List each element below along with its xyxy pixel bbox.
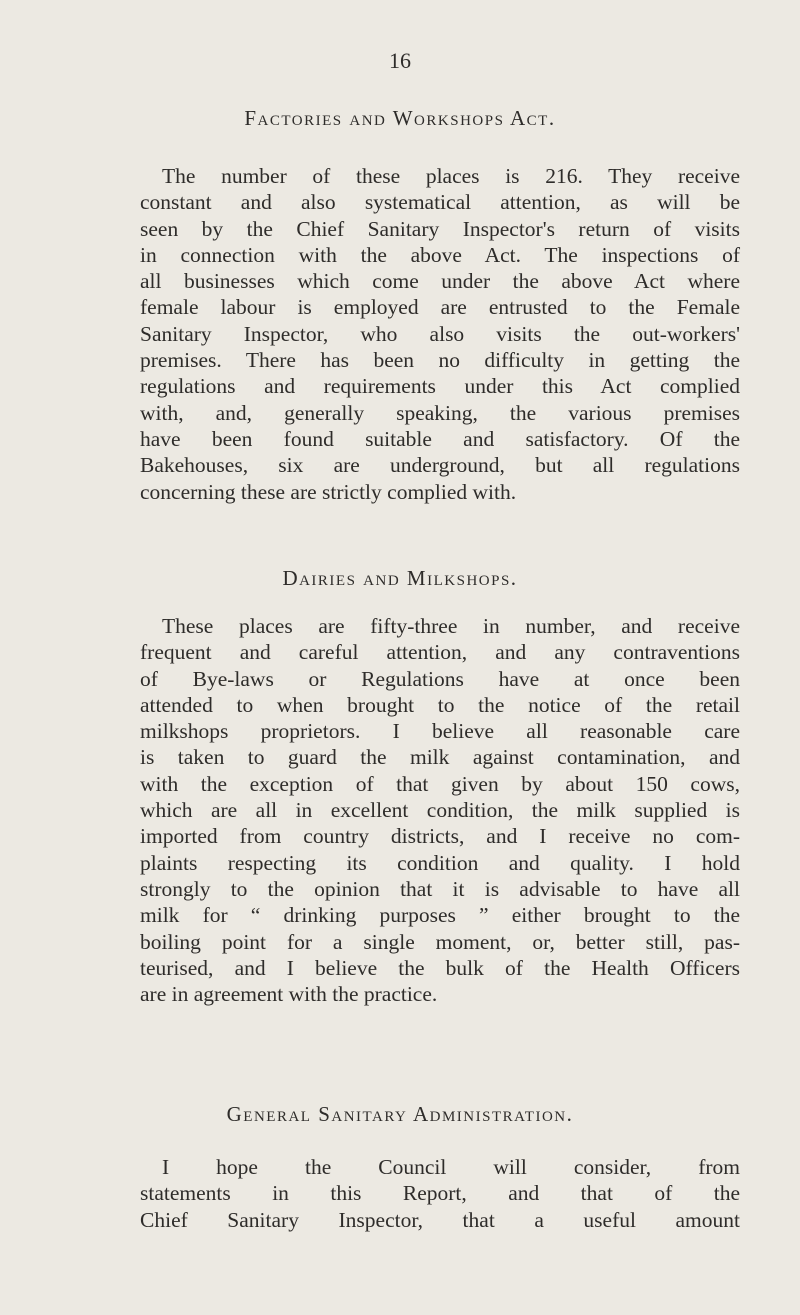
section-heading-factories: Factories and Workshops Act.: [244, 106, 556, 130]
text-line: milkshops proprietors. I believe all reasonable care: [140, 719, 740, 744]
text-line: concerning these are strictly complied with.: [140, 479, 517, 504]
text-line: attended to when brought to the notice of the retail: [140, 692, 740, 717]
text-line: female labour is employed are entrusted to the Female: [140, 295, 740, 320]
page-number: 16: [389, 48, 411, 73]
text-line: which are all in excellent condition, the milk supplied is: [140, 798, 740, 823]
text-line: frequent and careful attention, and any contraventions: [140, 640, 740, 665]
section-heading-dairies: Dairies and Milkshops.: [282, 566, 518, 590]
text-line: imported from country districts, and I receive no com-: [140, 824, 740, 849]
text-line: are in agreement with the practice.: [140, 982, 438, 1007]
text-line: I hope the Council will consider, from: [162, 1155, 740, 1179]
text-line: with, and, generally speaking, the various premises: [140, 400, 740, 425]
text-line: premises. There has been no difficulty in getting the: [140, 348, 740, 373]
text-line: all businesses which come under the above Act where: [140, 269, 740, 294]
text-line: with the exception of that given by about 150 cows,: [140, 771, 740, 796]
paragraph-factories: [140, 163, 740, 505]
section-heading-general: General Sanitary Administration.: [226, 1102, 574, 1126]
text-line: teurised, and I believe the bulk of the Health Officers: [140, 955, 740, 980]
text-line: statements in this Report, and that of the: [140, 1181, 740, 1206]
text-line: constant and also systematical attention, as will be: [140, 190, 740, 215]
text-line: plaints respecting its condition and quality. I hold: [140, 850, 740, 875]
text-line: is taken to guard the milk against contamination, and: [140, 745, 740, 770]
text-line: have been found suitable and satisfactory. Of the: [140, 426, 740, 451]
text-line: in connection with the above Act. The inspections of: [140, 242, 740, 267]
text-line: Chief Sanitary Inspector, that a useful amount: [140, 1207, 740, 1232]
text-line: boiling point for a single moment, or, better still, pas-: [140, 929, 740, 954]
text-line: of Bye-laws or Regulations have at once been: [140, 666, 740, 691]
text-line: regulations and requirements under this Act complied: [140, 374, 740, 399]
text-line: These places are fifty-three in number, and receive: [162, 614, 740, 638]
paragraph-general: [140, 1154, 740, 1233]
text-line: Bakehouses, six are underground, but all regulations: [140, 453, 740, 478]
paragraph-dairies: [140, 613, 740, 1007]
text-line: seen by the Chief Sanitary Inspector's return of visits: [140, 216, 740, 241]
text-line: milk for “ drinking purposes ” either brought to the: [140, 903, 740, 928]
text-line: Sanitary Inspector, who also visits the out-workers': [140, 321, 740, 346]
text-line: The number of these places is 216. They receive: [162, 164, 740, 188]
text-line: strongly to the opinion that it is advisable to have all: [140, 876, 740, 901]
